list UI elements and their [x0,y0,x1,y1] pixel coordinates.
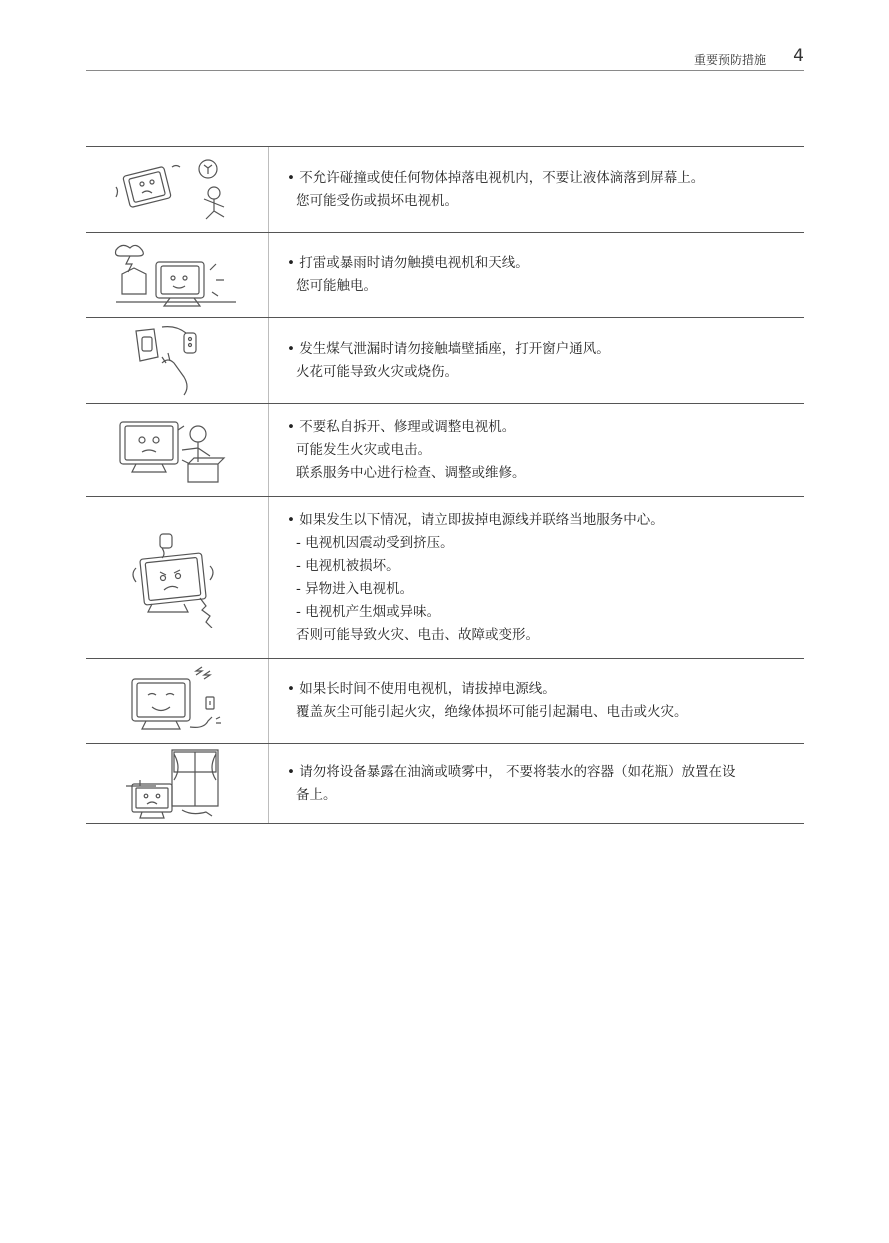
precaution-text: • 不要私自拆开、修理或调整电视机。 [287,416,804,439]
precaution-text: 可能发生火灾或电击。 [296,441,431,458]
precaution-text: • 打雷或暴雨时请勿触摸电视机和天线。 [287,252,804,275]
precaution-text: • 请勿将设备暴露在油滴或喷雾中， 不要将装水的容器（如花瓶）放置在设 [287,761,804,784]
table-row [86,744,804,824]
precaution-text: • 发生煤气泄漏时请勿接触墙壁插座，打开窗户通风。 [287,338,804,361]
table-row [86,233,804,318]
precaution-text: 火花可能导致火灾或烧伤。 [296,363,458,380]
table-row [86,318,804,404]
precaution-text: 覆盖灰尘可能引起火灾，绝缘体损坏可能引起漏电、电击或火灾。 [296,704,688,720]
precaution-text: • 如果发生以下情况，请立即拔掉电源线并联络当地服务中心。 [287,509,804,532]
precaution-text: - 电视机产生烟或异味。 [296,603,441,620]
precaution-text: 备上。 [296,786,337,803]
table-row [86,659,804,744]
precautions-table [86,146,804,824]
tv-damaged-icon [86,497,269,658]
header-title: 重要预防措施 [693,53,766,67]
tv-disassembly-icon [86,404,269,496]
precaution-text: • 不允许碰撞或使任何物体掉落电视机内，不要让液体滴落到屏幕上。 [287,167,804,190]
tv-hit-by-ball-icon [86,147,269,232]
precaution-text: 您可能触电。 [296,278,377,294]
precaution-text: 联系服务中心进行检查、调整或维修。 [296,464,526,481]
wall-outlet-gas-leak-icon [86,318,269,403]
tv-near-window-icon [86,744,269,823]
tv-unplugged-sleeping-icon [86,659,269,743]
precaution-text: 否则可能导致火灾、电击、故障或变形。 [296,626,539,643]
precaution-text: 您可能受伤或损坏电视机。 [296,192,458,209]
tv-thunderstorm-icon [86,233,269,317]
precaution-text: - 异物进入电视机。 [296,580,414,597]
page-number: 4 [793,46,804,66]
page-header [86,48,804,71]
table-row [86,497,804,659]
precaution-text: • 如果长时间不使用电视机，请拔掉电源线。 [287,678,804,701]
precaution-text: - 电视机因震动受到挤压。 [296,534,454,551]
precaution-text: - 电视机被损坏。 [296,557,400,574]
table-row [86,147,804,233]
table-row [86,404,804,497]
